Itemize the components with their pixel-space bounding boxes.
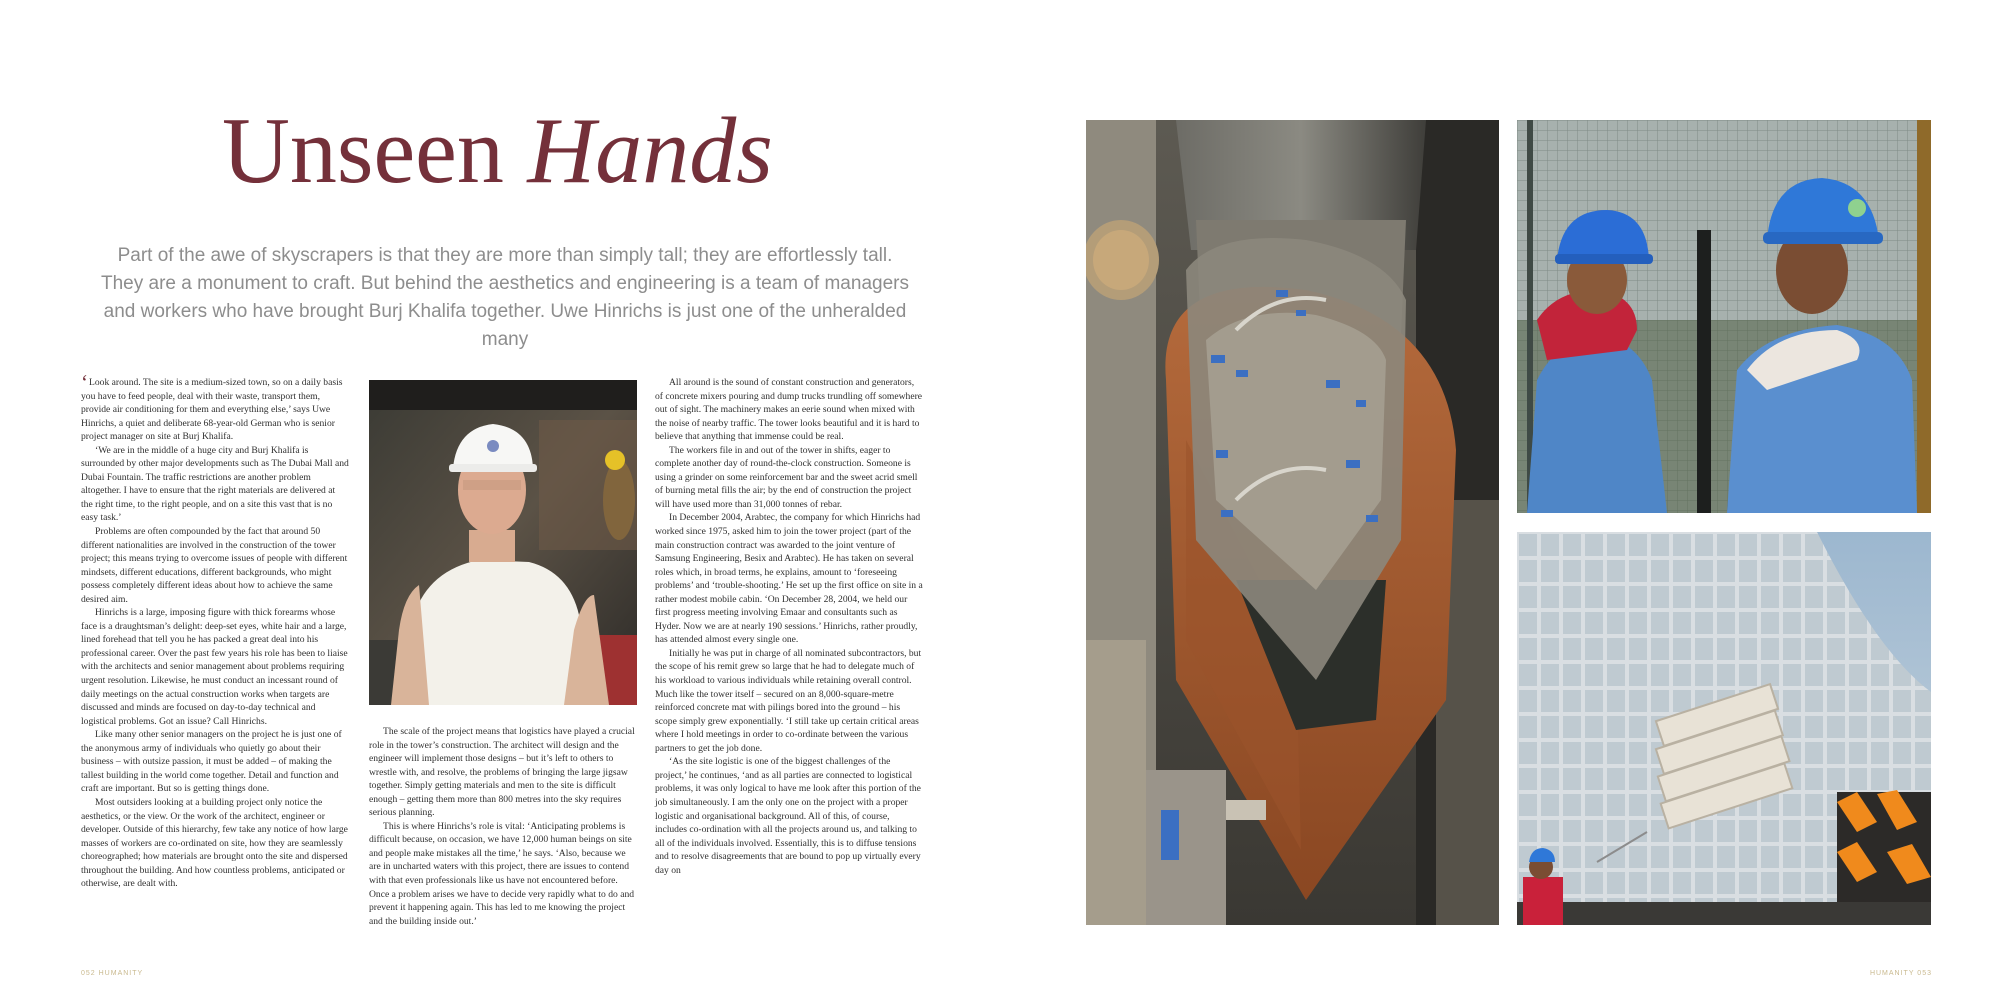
facade-panels-lift-photo	[1517, 532, 1931, 925]
tower-aerial-photo	[1086, 120, 1499, 925]
body-column-1	[81, 370, 349, 891]
body-paragraph: Problems are often compounded by the fact that around 50 different nationalities are involved in the construction of the tower project; this means trying to overcome issues of people with different mindsets, different educations, different backgrounds, who might possess completely different ideas about how to achieve the same desired aim.	[81, 526, 348, 605]
body-paragraph: Like many other senior managers on the project he is just one of the anonymous army of individuals who quietly go about their business – with outsize passion, it must be added – of making the tallest building in the world come together. Detail and function and craft are important. But so is getting things done.	[81, 729, 342, 795]
body-paragraph: Hinrichs is a large, imposing figure with thick forearms whose face is a draughtsman’s delight: deep-set eyes, white hair and a large, lined forehead that tell you he has packed a great deal into his professional career. Over the past few years his role has been to liaise with the architects and senior management about problems requiring urgent resolution. Likewise, he must conduct an incessant round of daily meetings on the actual construction works when targets are discussed and minds are focused on day-to-day technical and logistical problems. Got an issue? Call Hinrichs.	[81, 607, 348, 727]
paragraph-text: Look around. The site is a medium-sized town, so on a daily basis you have to feed people, deal with their waste, transport them, provide air conditioning for them and everything else,’ says Uwe Hinrichs, a quiet and deliberate 68-year-old German who is senior project manager on site at Burj Khalifa.	[81, 377, 343, 443]
hinrichs-portrait-photo	[369, 380, 637, 705]
body-column-3	[655, 376, 923, 877]
headline-italic: Hands	[527, 99, 773, 203]
page-folio-left: 052 HUMANITY	[81, 970, 144, 977]
body-paragraph: In December 2004, Arabtec, the company for which Hinrichs had worked since 1975, asked him to join the tower project (part of the main construction contract was awarded to the joint venture of Samsung Engineering, Besix and Arabtec). He has taken on several roles which, in broad terms, he explains, amount to ‘foreseeing problems’ and ‘trouble-shooting.’ He set up the first office on site in a rather modest mobile cabin. ‘On December 28, 2004, we held our first progress meeting involving Emaar and consultants such as Hyder. Now we are at nearly 190 sessions.’ Hinrichs, rather proudly, has attended almost every single one.	[655, 512, 923, 646]
article-headline	[222, 99, 773, 203]
body-column-2	[369, 725, 637, 928]
body-paragraph	[81, 370, 349, 444]
standfirst: Part of the awe of skyscrapers is that they are more than simply tall; they are effortlessly tall. They are a monument to craft. But behind the aesthetics and engineering is a team of managers and workers who have brought Burj Khalifa together. Uwe Hinrichs is just one of the unheralded many	[101, 245, 909, 350]
body-paragraph: ‘As the site logistic is one of the biggest challenges of the project,’ he continues, ‘and as all parties are connected to logistical problems, it was only logical to have me look after this portion of the job simultaneously. I am the only one on the project with a proper logistic and organisational background. All of this, of course, includes co-ordination with all the projects around us, and talking to all of the individuals involved. Essentially, this is to diffuse tensions and to resolve disagreements that are bound to pop up virtually every day on	[655, 756, 921, 876]
workers-helmets-photo	[1517, 120, 1931, 513]
headline-roman: Unseen	[222, 99, 528, 203]
body-paragraph: The workers file in and out of the tower in shifts, eager to complete another day of round-the-clock construction. Someone is using a grinder on some reinforcement bar and the sweet acrid smell of burning metal fills the air; by the end of construction the project will have used more than 31,000 tonnes of rebar.	[655, 444, 918, 510]
body-paragraph: Initially he was put in charge of all nominated subcontractors, but the scope of his remit grew so large that he had to delegate much of his workload to various individuals while retaining overall control. Much like the tower itself – secured on an 8,000-square-metre reinforced concrete mat with pilings bored into the ground – his scope simply grew exponentially. ‘I still take up certain critical areas where I hold meetings in order to co-ordinate between the various partners to get the job done.	[655, 647, 922, 754]
body-paragraph: Most outsiders looking at a building project only notice the aesthetics, or the view. Or the work of the architect, engineer or developer. Outside of this hierarchy, few take any notice of how large masses of workers are co-ordinated on site, how they are seamlessly choreographed; how materials are brought onto the site and dispersed throughout the building. And how countless problems, anticipated or otherwise, are dealt with.	[81, 796, 348, 890]
body-paragraph: All around is the sound of constant construction and generators, of concrete mixers pouring and dump trucks trundling off somewhere out of sight. The machinery makes an eerie sound when mixed with the noise of nearby traffic. The tower looks beautiful and it is hard to believe that anything that immense could be real.	[655, 377, 923, 443]
body-paragraph: The scale of the project means that logistics have played a crucial role in the tower’s construction. The architect will design and the engineer will implement those designs – but it’s left to others to wrestle with, and resolve, the problems of bringing the large jigsaw together. Simply getting materials and men to the site is difficult enough – getting them more than 800 metres into the sky requires serious planning.	[369, 726, 635, 819]
drop-quote: ‘	[81, 370, 88, 394]
page-folio-right: HUMANITY 053	[1869, 970, 1932, 977]
body-paragraph: This is where Hinrichs’s role is vital: ‘Anticipating problems is difficult because, on occasion, we have 12,000 human beings on site and people make mistakes all the time,’ he says. ‘Also, because we are in uncharted waters with this project, there are issues to contend with that even professionals like us have not encountered before. Once a problem arises we have to decide very rapidly what to do and prevent it happening again. This has led to me knowing the project and the building inside out.’	[369, 820, 635, 927]
body-paragraph: ‘We are in the middle of a huge city and Burj Khalifa is surrounded by other major developments such as The Dubai Mall and Dubai Fountain. The traffic restrictions are another problem altogether. I have to ensure that the right materials are delivered at the right time, to the right people, and on a site this vast that is no easy task.’	[81, 444, 349, 524]
